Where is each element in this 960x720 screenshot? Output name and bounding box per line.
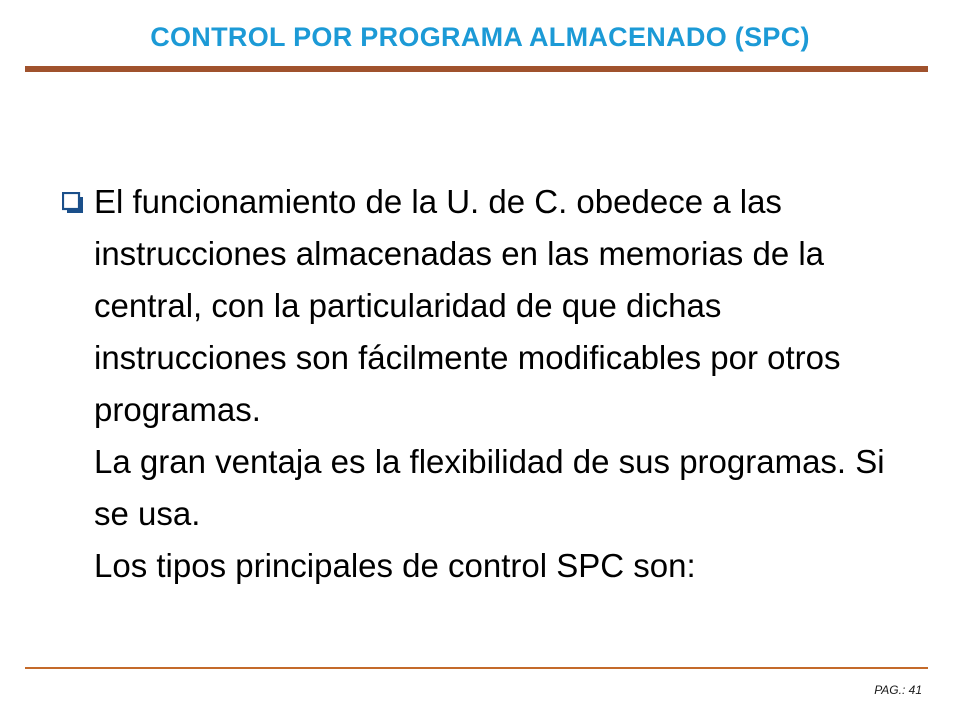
hollow-square-bullet-icon bbox=[62, 192, 84, 214]
page-number: PAG.: 41 bbox=[874, 683, 922, 697]
paragraph-1: El funcionamiento de la U. de C. obedece a las instrucciones almacenadas en las memorias de la central, con la particularidad de que dichas instrucciones son fácilmente modificables por otros programas. bbox=[94, 183, 841, 428]
footer-divider bbox=[25, 667, 928, 669]
paragraph-2: La gran ventaja es la flexibilidad de sus programas. Si se usa. bbox=[94, 443, 885, 532]
paragraph-3: Los tipos principales de control SPC son: bbox=[94, 547, 696, 584]
title-divider bbox=[25, 66, 928, 72]
slide-title: CONTROL POR PROGRAMA ALMACENADO (SPC) bbox=[150, 22, 810, 52]
bullet-item bbox=[62, 176, 922, 592]
slide-content bbox=[62, 176, 922, 592]
